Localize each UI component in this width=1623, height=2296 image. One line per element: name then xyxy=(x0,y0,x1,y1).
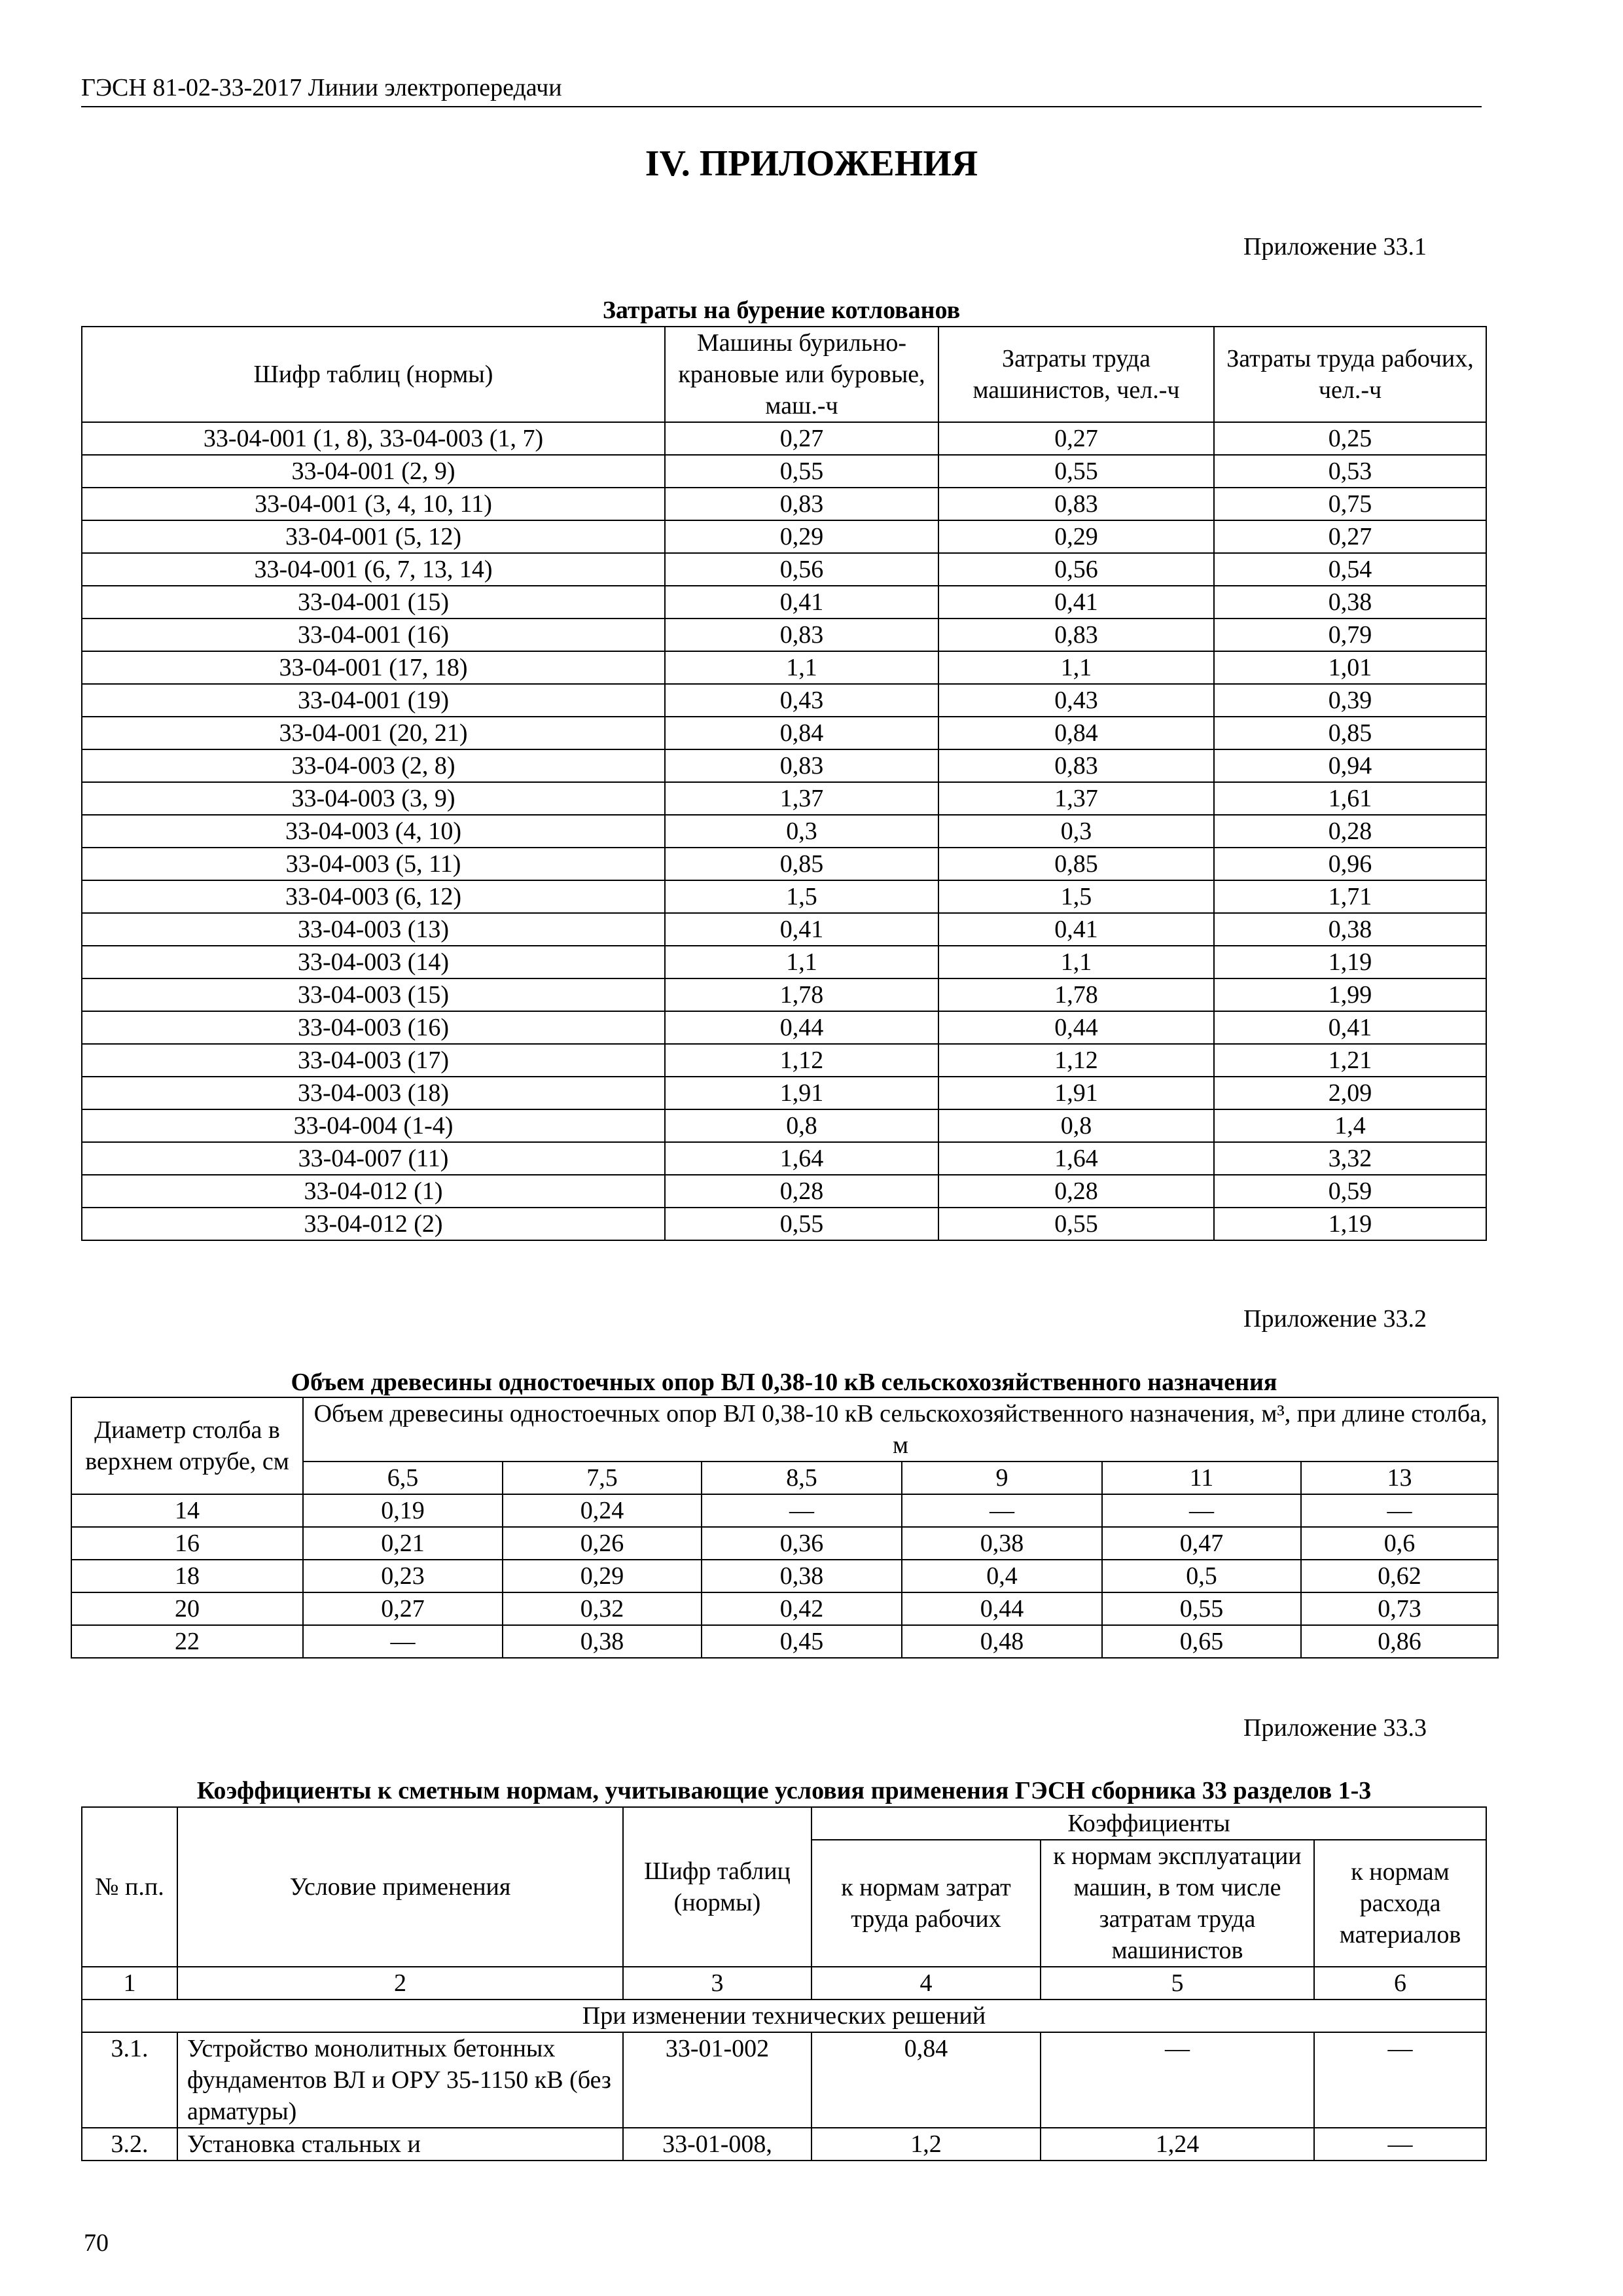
table-cell: 0,59 xyxy=(1214,1175,1486,1208)
table-cell: 0,84 xyxy=(938,717,1214,749)
table-cell: 0,38 xyxy=(1214,586,1486,619)
table-row xyxy=(82,1044,1486,1077)
table-cell: 1,19 xyxy=(1214,1208,1486,1240)
table-cell: 33-04-003 (6, 12) xyxy=(82,880,665,913)
table-cell: — xyxy=(1102,1494,1301,1527)
column-number: 1 xyxy=(82,1967,177,2000)
drilling-costs-table xyxy=(81,326,1487,1241)
table-cell: 14 xyxy=(71,1494,303,1527)
table-cell: 0,27 xyxy=(303,1592,503,1625)
table-cell: 0,85 xyxy=(938,848,1214,880)
table-cell: 0,94 xyxy=(1214,749,1486,782)
table-cell: 0,5 xyxy=(1102,1560,1301,1592)
table-cell: 1,91 xyxy=(665,1077,938,1109)
table-cell: — xyxy=(303,1625,503,1658)
table-header-row xyxy=(82,327,1486,422)
table-cell: 3.1. xyxy=(82,2032,177,2128)
table-cell: 1,78 xyxy=(938,978,1214,1011)
table-cell: 0,8 xyxy=(938,1109,1214,1142)
table-cell: Устройство монолитных бетонных фундаментов ВЛ и ОРУ 35-1150 кВ (без арматуры) xyxy=(177,2032,623,2128)
table-cell: 0,6 xyxy=(1301,1527,1498,1560)
header-materials: к нормам расхода материалов xyxy=(1314,1840,1486,1967)
table-cell: 33-04-003 (13) xyxy=(82,913,665,946)
column-number: 4 xyxy=(812,1967,1041,2000)
table-cell: 0,53 xyxy=(1214,455,1486,488)
table-cell: 2,09 xyxy=(1214,1077,1486,1109)
column-number: 3 xyxy=(623,1967,812,2000)
table-cell: 33-04-003 (14) xyxy=(82,946,665,978)
table-cell: 0,47 xyxy=(1102,1527,1301,1560)
table-cell: 33-04-001 (19) xyxy=(82,684,665,717)
annex-label-2: Приложение 33.2 xyxy=(1243,1305,1427,1333)
table-cell: 0,28 xyxy=(665,1175,938,1208)
table-cell: 33-04-001 (17, 18) xyxy=(82,651,665,684)
table-cell: 1,78 xyxy=(665,978,938,1011)
table-row xyxy=(82,651,1486,684)
table-row xyxy=(82,586,1486,619)
table-cell: 0,23 xyxy=(303,1560,503,1592)
table-cell: 33-04-012 (2) xyxy=(82,1208,665,1240)
table-cell: 1,1 xyxy=(938,651,1214,684)
table-cell: 0,3 xyxy=(938,815,1214,848)
table-row xyxy=(71,1527,1498,1560)
table-cell: 0,55 xyxy=(665,455,938,488)
table-cell: 0,26 xyxy=(503,1527,702,1560)
table-header-row xyxy=(82,1807,1486,1840)
column-number-row xyxy=(82,1967,1486,2000)
table-cell: 0,24 xyxy=(503,1494,702,1527)
table-row xyxy=(82,782,1486,815)
header-workers: Затраты труда рабочих, чел.-ч xyxy=(1214,327,1486,422)
table-cell: 0,38 xyxy=(702,1560,902,1592)
table-cell: 0,38 xyxy=(902,1527,1102,1560)
table-row xyxy=(82,488,1486,520)
table-cell: 33-04-003 (3, 9) xyxy=(82,782,665,815)
table-cell: 0,79 xyxy=(1214,619,1486,651)
table-cell: 0,3 xyxy=(665,815,938,848)
table-row xyxy=(82,1077,1486,1109)
table-cell: 0,41 xyxy=(938,586,1214,619)
table-cell: 0,44 xyxy=(902,1592,1102,1625)
table-row xyxy=(82,1109,1486,1142)
table-cell: 0,32 xyxy=(503,1592,702,1625)
table-cell: 0,48 xyxy=(902,1625,1102,1658)
table-cell: 1,99 xyxy=(1214,978,1486,1011)
table-cell: 0,27 xyxy=(665,422,938,455)
annex-label-1: Приложение 33.1 xyxy=(1243,233,1427,260)
table-header-row xyxy=(71,1397,1498,1462)
table-cell: 33-04-007 (11) xyxy=(82,1142,665,1175)
table-cell: 1,1 xyxy=(665,651,938,684)
table-row xyxy=(82,978,1486,1011)
column-number: 6 xyxy=(1314,1967,1486,2000)
table-row xyxy=(82,913,1486,946)
table-cell: 0,28 xyxy=(1214,815,1486,848)
wood-volume-table xyxy=(71,1397,1499,1659)
table-cell: 33-04-001 (16) xyxy=(82,619,665,651)
table-row xyxy=(71,1625,1498,1658)
header-length: 7,5 xyxy=(503,1462,702,1494)
table-cell: — xyxy=(1314,2128,1486,2161)
table-cell: 0,38 xyxy=(1214,913,1486,946)
coefficients-body xyxy=(82,1967,1486,2161)
table-cell: 0,44 xyxy=(665,1011,938,1044)
drilling-costs-body xyxy=(82,422,1486,1240)
header-volume-group xyxy=(303,1397,1498,1462)
header-coefficients: Коэффициенты xyxy=(812,1807,1486,1840)
table-cell: 0,29 xyxy=(665,520,938,553)
table-cell: 0,85 xyxy=(665,848,938,880)
header-volume-text: Объем древесины одностоечных опор ВЛ 0,38-10 кВ сельскохозяйственного назначения, м³, при длине столба, м xyxy=(313,1400,1488,1459)
table-cell: 1,4 xyxy=(1214,1109,1486,1142)
table-cell: — xyxy=(902,1494,1102,1527)
table-cell: 18 xyxy=(71,1560,303,1592)
page-number: 70 xyxy=(84,2229,109,2257)
table-cell: 0,75 xyxy=(1214,488,1486,520)
table-cell: Установка стальных и xyxy=(177,2128,623,2161)
table-cell: 33-04-001 (20, 21) xyxy=(82,717,665,749)
table-cell: 0,55 xyxy=(938,455,1214,488)
table-cell: — xyxy=(1041,2032,1314,2128)
table-cell: 0,36 xyxy=(702,1527,902,1560)
table-cell: 33-04-004 (1-4) xyxy=(82,1109,665,1142)
table-row xyxy=(82,1208,1486,1240)
table-cell: 0,28 xyxy=(938,1175,1214,1208)
table-cell: 33-04-012 (1) xyxy=(82,1175,665,1208)
table-cell: 0,83 xyxy=(938,488,1214,520)
table-cell: 33-01-008, xyxy=(623,2128,812,2161)
table-row xyxy=(71,1494,1498,1527)
table-cell: 0,85 xyxy=(1214,717,1486,749)
table-cell: 0,29 xyxy=(503,1560,702,1592)
table-cell: 1,19 xyxy=(1214,946,1486,978)
table-row xyxy=(82,815,1486,848)
table-cell: 3.2. xyxy=(82,2128,177,2161)
table-cell: 1,01 xyxy=(1214,651,1486,684)
header-operators: Затраты труда машинистов, чел.-ч xyxy=(938,327,1214,422)
table-cell: 1,2 xyxy=(812,2128,1041,2161)
table-cell: 1,37 xyxy=(665,782,938,815)
table-row xyxy=(82,848,1486,880)
table-cell: 1,64 xyxy=(665,1142,938,1175)
table-cell: 0,41 xyxy=(938,913,1214,946)
table-cell: 20 xyxy=(71,1592,303,1625)
table-cell: 33-04-001 (3, 4, 10, 11) xyxy=(82,488,665,520)
table-caption-2: Объем древесины одностоечных опор ВЛ 0,38-10 кВ сельскохозяйственного назначения xyxy=(291,1369,1277,1396)
table-cell: 1,24 xyxy=(1041,2128,1314,2161)
header-length: 9 xyxy=(902,1462,1102,1494)
table-row xyxy=(82,880,1486,913)
table-cell: 0,4 xyxy=(902,1560,1102,1592)
table-cell: 0,25 xyxy=(1214,422,1486,455)
table-cell: — xyxy=(1301,1494,1498,1527)
table-row xyxy=(82,619,1486,651)
table-cell: 33-04-001 (5, 12) xyxy=(82,520,665,553)
table-cell: 1,64 xyxy=(938,1142,1214,1175)
table-cell: 33-01-002 xyxy=(623,2032,812,2128)
coefficients-table xyxy=(81,1806,1487,2161)
table-cell: 33-04-003 (4, 10) xyxy=(82,815,665,848)
table-cell: 33-04-003 (5, 11) xyxy=(82,848,665,880)
table-cell: 0,39 xyxy=(1214,684,1486,717)
header-code: Шифр таблиц (нормы) xyxy=(623,1807,812,1967)
header-length: 11 xyxy=(1102,1462,1301,1494)
table-cell: 0,45 xyxy=(702,1625,902,1658)
table-cell: 0,62 xyxy=(1301,1560,1498,1592)
table-row xyxy=(82,684,1486,717)
table-cell: 16 xyxy=(71,1527,303,1560)
table-cell: 0,55 xyxy=(665,1208,938,1240)
table-cell: 0,38 xyxy=(503,1625,702,1658)
table-cell: 33-04-003 (18) xyxy=(82,1077,665,1109)
table-cell: 1,21 xyxy=(1214,1044,1486,1077)
table-row xyxy=(82,946,1486,978)
table-cell: 0,83 xyxy=(938,749,1214,782)
table-cell: 0,54 xyxy=(1214,553,1486,586)
table-cell: 0,41 xyxy=(1214,1011,1486,1044)
table-cell: 0,55 xyxy=(1102,1592,1301,1625)
table-cell: 1,37 xyxy=(938,782,1214,815)
table-cell: 0,56 xyxy=(665,553,938,586)
section-title: IV. ПРИЛОЖЕНИЯ xyxy=(645,143,978,184)
header-machines: к нормам эксплуатации машин, в том числе затратам труда машинистов xyxy=(1041,1840,1314,1967)
table-cell: — xyxy=(702,1494,902,1527)
table-caption-1: Затраты на бурение котлованов xyxy=(602,296,961,324)
table-cell: 0,41 xyxy=(665,586,938,619)
header-length: 6,5 xyxy=(303,1462,503,1494)
table-cell: 0,43 xyxy=(938,684,1214,717)
table-cell: 33-04-001 (2, 9) xyxy=(82,455,665,488)
table-row xyxy=(82,717,1486,749)
table-cell: 0,55 xyxy=(938,1208,1214,1240)
group-label: При изменении технических решений xyxy=(82,2000,1486,2032)
header-condition: Условие применения xyxy=(177,1807,623,1967)
header-labor: к нормам затрат труда рабочих xyxy=(812,1840,1041,1967)
table-cell: 0,86 xyxy=(1301,1625,1498,1658)
table-row xyxy=(82,422,1486,455)
table-row xyxy=(71,1592,1498,1625)
table-cell: 1,5 xyxy=(665,880,938,913)
header-length: 8,5 xyxy=(702,1462,902,1494)
table-cell: 0,84 xyxy=(665,717,938,749)
table-cell: 1,91 xyxy=(938,1077,1214,1109)
table-cell: 33-04-003 (17) xyxy=(82,1044,665,1077)
table-cell: 1,12 xyxy=(938,1044,1214,1077)
table-cell: 0,83 xyxy=(665,619,938,651)
table-cell: 0,21 xyxy=(303,1527,503,1560)
table-cell: 0,29 xyxy=(938,520,1214,553)
header-code: Шифр таблиц (нормы) xyxy=(82,327,665,422)
table-row xyxy=(82,749,1486,782)
table-caption-3: Коэффициенты к сметным нормам, учитывающие условия применения ГЭСН сборника 33 разделов 1-3 xyxy=(196,1777,1372,1804)
table-row xyxy=(82,1142,1486,1175)
wood-volume-body xyxy=(71,1494,1498,1658)
table-cell: 0,27 xyxy=(938,422,1214,455)
table-row xyxy=(82,2032,1486,2128)
table-cell: 33-04-003 (15) xyxy=(82,978,665,1011)
table-cell: 0,44 xyxy=(938,1011,1214,1044)
table-cell: 0,96 xyxy=(1214,848,1486,880)
table-cell: 1,5 xyxy=(938,880,1214,913)
table-cell: 0,43 xyxy=(665,684,938,717)
table-cell: 0,19 xyxy=(303,1494,503,1527)
table-row xyxy=(71,1560,1498,1592)
table-cell: 33-04-001 (15) xyxy=(82,586,665,619)
annex-label-3: Приложение 33.3 xyxy=(1243,1714,1427,1742)
table-row xyxy=(82,455,1486,488)
table-cell: 1,61 xyxy=(1214,782,1486,815)
table-cell: 0,83 xyxy=(938,619,1214,651)
table-cell: — xyxy=(1314,2032,1486,2128)
table-row xyxy=(82,2128,1486,2161)
header-machines: Машины бурильно-крановые или буровые, маш.-ч xyxy=(665,327,938,422)
page-header: ГЭСН 81-02-33-2017 Линии электропередачи xyxy=(81,73,1482,107)
table-cell: 0,27 xyxy=(1214,520,1486,553)
table-cell: 33-04-003 (2, 8) xyxy=(82,749,665,782)
table-cell: 0,65 xyxy=(1102,1625,1301,1658)
group-row xyxy=(82,2000,1486,2032)
column-number: 2 xyxy=(177,1967,623,2000)
table-cell: 0,8 xyxy=(665,1109,938,1142)
table-row xyxy=(82,1011,1486,1044)
table-cell: 33-04-001 (6, 7, 13, 14) xyxy=(82,553,665,586)
table-cell: 1,1 xyxy=(665,946,938,978)
table-cell: 0,83 xyxy=(665,749,938,782)
header-diameter: Диаметр столба в верхнем отрубе, см xyxy=(71,1397,303,1494)
table-cell: 0,83 xyxy=(665,488,938,520)
table-cell: 33-04-003 (16) xyxy=(82,1011,665,1044)
header-number: № п.п. xyxy=(82,1807,177,1967)
table-cell: 3,32 xyxy=(1214,1142,1486,1175)
table-cell: 1,12 xyxy=(665,1044,938,1077)
header-length: 13 xyxy=(1301,1462,1498,1494)
table-cell: 0,56 xyxy=(938,553,1214,586)
table-row xyxy=(82,520,1486,553)
table-cell: 1,1 xyxy=(938,946,1214,978)
table-row xyxy=(82,1175,1486,1208)
table-cell: 0,84 xyxy=(812,2032,1041,2128)
table-cell: 33-04-001 (1, 8), 33-04-003 (1, 7) xyxy=(82,422,665,455)
table-cell: 0,42 xyxy=(702,1592,902,1625)
table-row xyxy=(82,553,1486,586)
table-cell: 22 xyxy=(71,1625,303,1658)
table-cell: 0,73 xyxy=(1301,1592,1498,1625)
column-number: 5 xyxy=(1041,1967,1314,2000)
table-cell: 1,71 xyxy=(1214,880,1486,913)
table-cell: 0,41 xyxy=(665,913,938,946)
